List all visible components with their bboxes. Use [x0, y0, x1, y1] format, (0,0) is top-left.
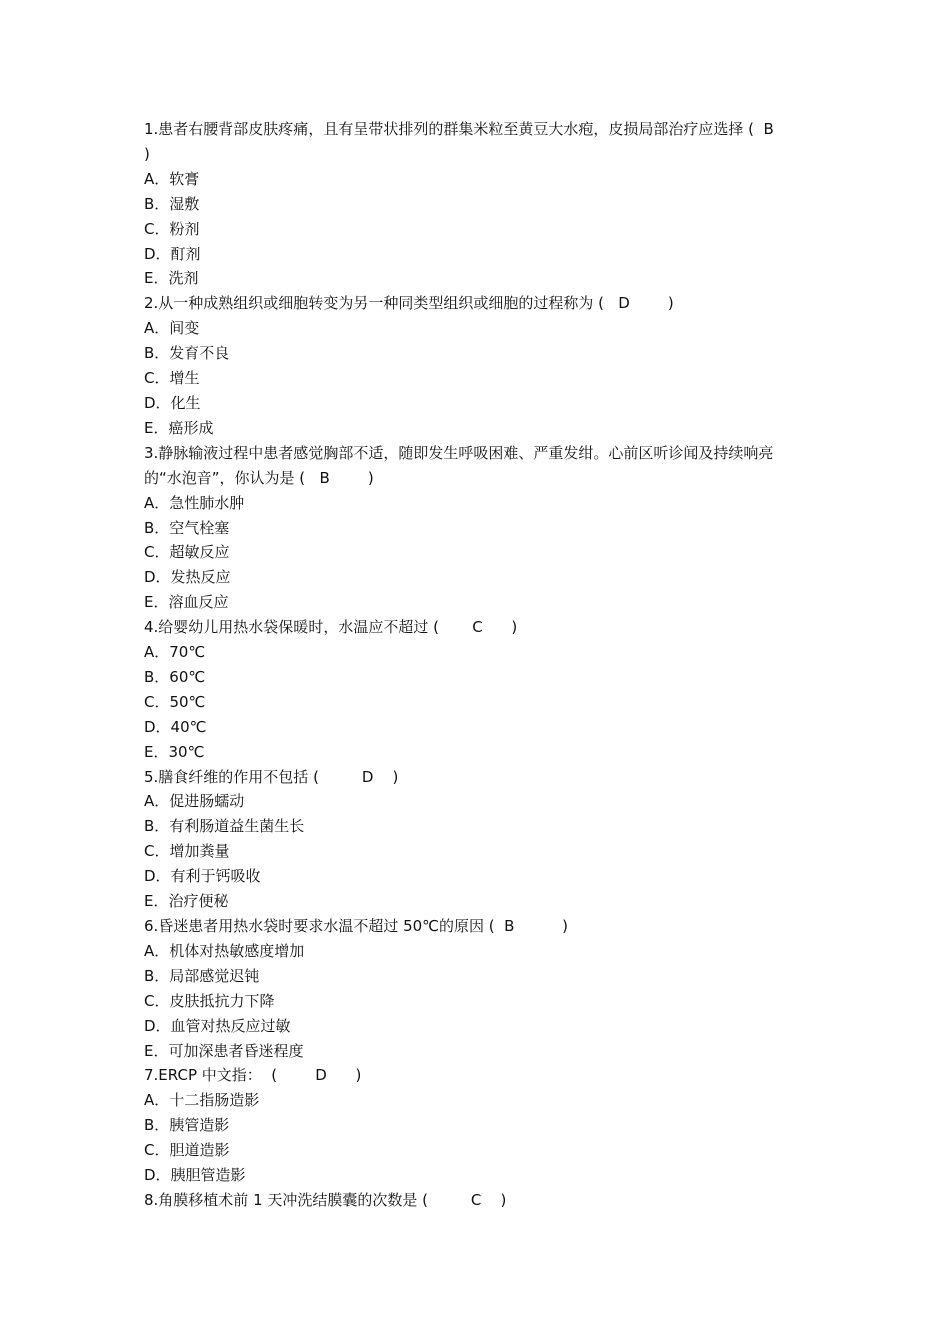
- answer-option: B．空气栓塞: [144, 518, 230, 537]
- question-stem: 4.给婴幼儿用热水袋保暖时，水温应不超过 ( C ): [144, 618, 518, 637]
- answer-option: E．溶血反应: [144, 593, 229, 612]
- answer-option: C．粉剂: [144, 219, 200, 238]
- answer-option: B．湿敷: [144, 194, 200, 213]
- answer-option: D．血管对热反应过敏: [144, 1016, 291, 1035]
- question-stem: 2.从一种成熟组织或细胞转变为另一种同类型组织或细胞的过程称为 ( D ): [144, 294, 674, 313]
- question-block: [144, 117, 817, 291]
- answer-option: B．局部感觉迟钝: [144, 966, 260, 985]
- answer-option: E．洗剂: [144, 269, 199, 288]
- answer-option: C．胆道造影: [144, 1141, 230, 1160]
- question-block: [144, 615, 810, 764]
- question-block: [144, 914, 810, 1063]
- answer-option: B．有利肠道益生菌生长: [144, 817, 305, 836]
- question-block: [144, 1188, 810, 1213]
- answer-option: B．发育不良: [144, 344, 230, 363]
- question-stem: 8.角膜移植术前 1 天冲洗结膜囊的次数是 ( C ): [144, 1190, 507, 1209]
- question-stem: 1.患者右腰背部皮肤疼痛，且有呈带状排列的群集米粒至黄豆大水疱，皮损局部治疗应选择 ( B ): [144, 120, 817, 163]
- answer-option: E．可加深患者昏迷程度: [144, 1041, 304, 1060]
- answer-option: A．间变: [144, 319, 200, 338]
- question-stem: 5.膳食纤维的作用不包括 ( D ): [144, 767, 399, 786]
- answer-option: D．化生: [144, 393, 201, 412]
- answer-option: E．治疗便秘: [144, 892, 229, 911]
- answer-option: A．机体对热敏感度增加: [144, 941, 305, 960]
- answer-option: E．30℃: [144, 742, 205, 761]
- answer-option: A．十二指肠造影: [144, 1091, 260, 1110]
- answer-option: A．促进肠蠕动: [144, 792, 245, 811]
- question-block: [144, 1063, 810, 1188]
- question-stem: 6.昏迷患者用热水袋时要求水温不超过 50℃的原因 ( B ): [144, 917, 568, 935]
- answer-option: A．急性肺水肿: [144, 493, 245, 512]
- answer-option: E．癌形成: [144, 418, 214, 437]
- answer-option: C．超敏反应: [144, 543, 230, 562]
- answer-option: D．有利于钙吸收: [144, 867, 261, 886]
- question-block: [144, 291, 810, 440]
- answer-option: B．胰管造影: [144, 1116, 230, 1135]
- answer-option: D．40℃: [144, 717, 207, 736]
- question-stem: 7.ERCP 中文指： ( D ): [144, 1066, 362, 1085]
- answer-option: C．皮肤抵抗力下降: [144, 991, 275, 1010]
- document-body: [144, 117, 817, 1213]
- answer-option: D．胰胆管造影: [144, 1166, 246, 1185]
- answer-option: A．软膏: [144, 169, 200, 188]
- question-block: [144, 441, 810, 615]
- answer-option: A．70℃: [144, 643, 206, 662]
- answer-option: D．酊剂: [144, 244, 201, 263]
- answer-option: C．增加粪量: [144, 842, 230, 861]
- answer-option: D．发热反应: [144, 568, 231, 587]
- answer-option: B．60℃: [144, 667, 206, 686]
- question-stem: 3.静脉输液过程中患者感觉胸部不适，随即发生呼吸困难、严重发绀。心前区听诊闻及持续响亮的“水泡音”，你认为是 ( B ): [144, 443, 774, 487]
- answer-option: C．50℃: [144, 692, 206, 711]
- answer-option: C．增生: [144, 369, 200, 388]
- question-block: [144, 765, 810, 914]
